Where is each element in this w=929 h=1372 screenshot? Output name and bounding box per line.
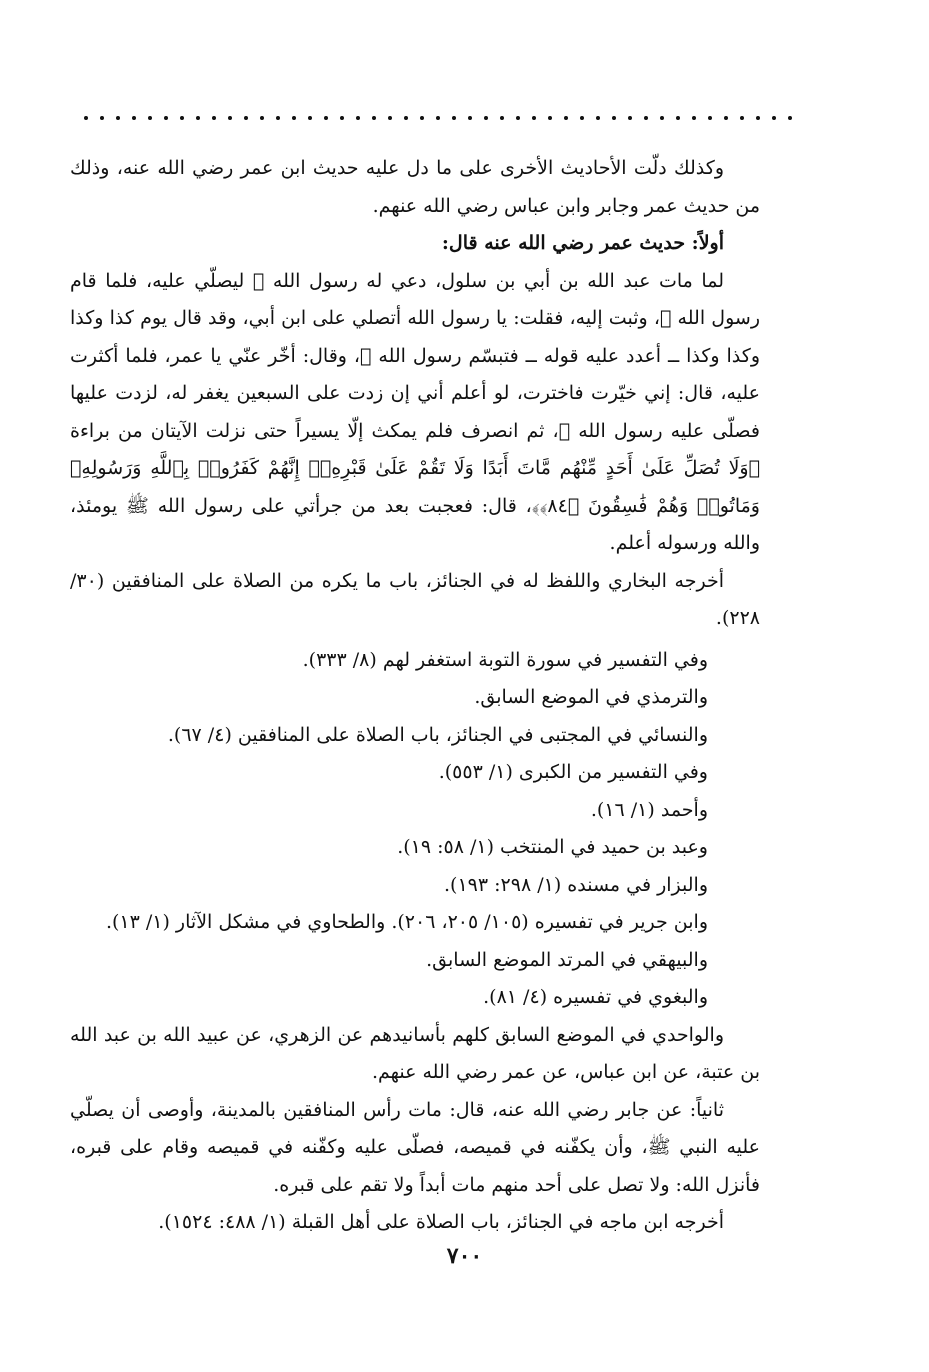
reference-item: وابن جرير في تفسيره (١٠٥/ ٢٠٥، ٢٠٦). والطحاوي في مشكل الآثار (١/ ١٣). xyxy=(105,911,708,933)
wahidi-paragraph: والواحدي في الموضع السابق كلهم بأسانيدهم عن الزهري، عن عبيد الله بن عبد الله بن عتبة، عن ابن عباس، عن عمر رضي الله عنهم. xyxy=(70,1023,760,1083)
section-heading-first: أولاً: حديث عمر رضي الله عنه قال: xyxy=(441,232,724,254)
reference-item: وعبد بن حميد في المنتخب (١/ ٥٨: ١٩). xyxy=(397,836,708,858)
reference-item: والترمذي في الموضع السابق. xyxy=(474,686,708,708)
reference-item: والبغوي في تفسيره (٤/ ٨١). xyxy=(483,986,708,1008)
reference-item: والبزار في مسنده (١/ ٢٩٨: ١٩٣). xyxy=(444,873,708,896)
page-body xyxy=(70,150,760,1242)
ibn-majah-citation-paragraph: أخرجه ابن ماجه في الجنائز، باب الصلاة على أهل القبلة (١/ ٤٨٨: ١٥٢٤). xyxy=(158,1211,724,1233)
bukhari-citation-paragraph: أخرجه البخاري واللفظ له في الجنائز، باب ما يكره من الصلاة على المنافقين (٣٠/ ٢٢٨). xyxy=(70,569,760,629)
dotted-line-icon xyxy=(82,112,802,124)
reference-item: والبيهقي في المرتد الموضع السابق. xyxy=(426,948,708,971)
reference-item: وأحمد (١/ ١٦). xyxy=(590,798,708,821)
page-number: ٧٠٠ xyxy=(446,1243,483,1269)
reference-item: وفي التفسير من الكبرى (١/ ٥٥٣). xyxy=(438,761,708,783)
intro-paragraph: وكذلك دلّت الأحاديث الأخرى على ما دل عليه حديث ابن عمر رضي الله عنه، وذلك من حديث عمر وجابر وابن عباس رضي الله عنهم. xyxy=(70,157,760,217)
reference-item: والنسائي في المجتبى في الجنائز، باب الصلاة على المنافقين (٤/ ٦٧). xyxy=(167,723,708,746)
references-list xyxy=(70,642,760,1017)
dotted-separator xyxy=(82,112,802,124)
reference-item: وفي التفسير في سورة التوبة استغفر لهم (٨/ ٣٣٣). xyxy=(302,648,708,671)
hadith-jabir-paragraph: ثانياً: عن جابر رضي الله عنه، قال: مات رأس المنافقين بالمدينة، وأوصى أن يصلّي عليه النبي ﷺ، وأن يكفّنه في قميصه، فصلّى عليه وكفّنه في قميصه وقام على قبره، فأنزل الله: ولا تصل على أحد منهم مات أبداً ولا تقم على قبره. xyxy=(70,1098,760,1196)
hadith-umar-paragraph: لما مات عبد الله بن أبي بن سلول، دعي له رسول الله ﷺ ليصلّي عليه، فلما قام رسول الله ﷺ، وثبت إليه، فقلت: يا رسول الله أتصلي على ابن أبي، وقد قال يوم كذا وكذا وكذا وكذا ــ أعدد عليه قوله ــ فتبسّم رسول الله ﷺ، وقال: أخّر عنّي يا عمر، فلما أكثرت عليه، قال: إني خيّرت فاخترت، لو أعلم أني إن زدت على السبعين يغفر له، لزدت عليها فصلّى عليه رسول الله ﷺ، ثم انصرف فلم يمكث إلّا يسيراً حتى نزلت الآيتان من براءة ﴿وَلَا تُصَلِّ عَلَىٰ أَحَدٍ مِّنْهُم مَّاتَ أَبَدًا وَلَا تَقُمْ عَلَىٰ قَبْرِهِۦٓ إِنَّهُمْ كَفَرُوا۟ بِٱللَّهِ وَرَسُولِهِۦ وَمَاتُوا۟ وَهُمْ فَٰسِقُونَ ﴿٨٤﴾﴾، قال: فعجبت بعد من جرأتي على رسول الله ﷺ يومئذ، والله ورسوله أعلم. xyxy=(70,269,760,554)
